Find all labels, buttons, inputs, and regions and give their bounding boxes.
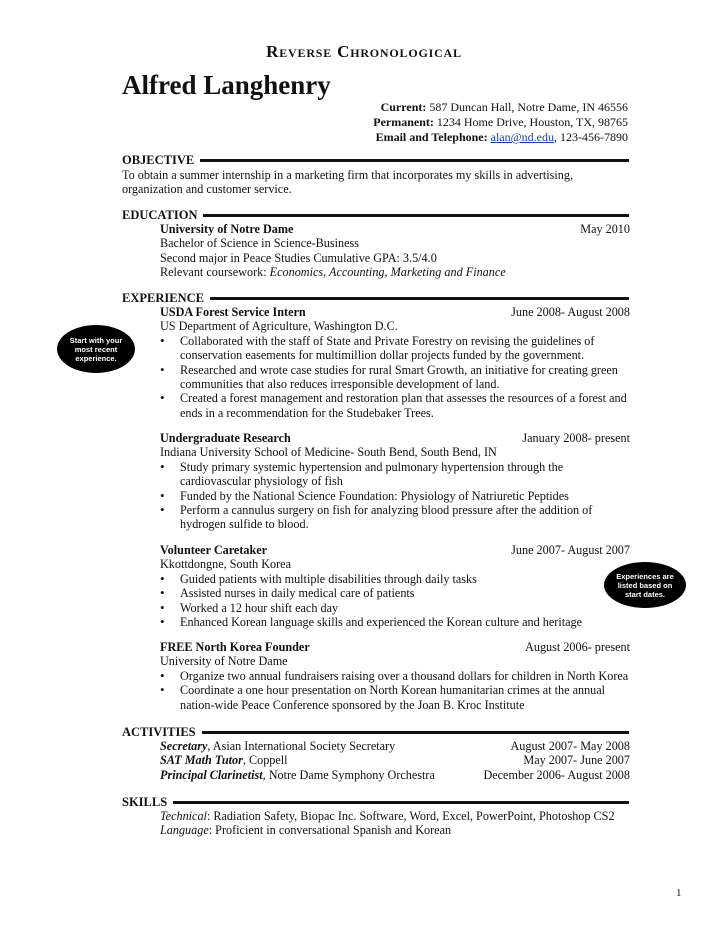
job-org: Kkottdongne, South Korea [160, 557, 291, 572]
permanent-address [340, 115, 628, 130]
job-bullets [160, 334, 630, 420]
objective-text: To obtain a summer internship in a marketing firm that incorporates my skills in advertising, organization and customer service. [122, 168, 574, 197]
activity-org: , Coppell [242, 753, 288, 768]
technical-label: Technical [160, 809, 207, 823]
job-title: Volunteer Caretaker [160, 543, 268, 557]
bullet-item: • Funded by the National Science Foundation: Physiology of Natriuretic Peptides [160, 489, 630, 503]
activity-role: Principal Clarinetist [160, 767, 263, 782]
job-row [160, 640, 630, 654]
job-row [160, 305, 630, 319]
skills-heading-text: SKILLS [122, 795, 168, 809]
job-date: January 2008- present [522, 431, 630, 445]
bullet-item: • Coordinate a one hour presentation on North Korean humanitarian crimes at the annual nation-wide Peace Conference sponsored by the Joan B. Kroc Institute [160, 683, 630, 712]
education-date: May 2010 [580, 222, 630, 236]
activity-org: , Asian International Society Secretary [207, 739, 396, 753]
coursework-list: Economics, Accounting, Marketing and Finance [266, 265, 506, 280]
experience-item [160, 305, 630, 420]
job-row [160, 431, 630, 445]
bullet-item: • Collaborated with the staff of State and Private Forestry on revising the guidelines of conservation easements for multimillion dollar projects funded by the government. [160, 334, 630, 363]
bullet-item: • Perform a cannulus surgery on fish for analyzing blood pressure after the addition of hydrogen sulfide to blood. [160, 503, 630, 532]
callout-most-recent: Start with your most recent experience. [57, 325, 135, 373]
document-title: Reverse Chronological [266, 42, 462, 61]
coursework [160, 265, 630, 279]
job-org: Indiana University School of Medicine- South Bend, South Bend, IN [160, 445, 497, 460]
callout-start-dates: Experiences are listed based on start dates. [604, 562, 686, 608]
activity-role: Secretary [160, 739, 208, 753]
experience-rule [210, 297, 629, 300]
skills-heading [122, 795, 629, 809]
job-org: US Department of Agriculture, Washington D.C. [160, 319, 398, 334]
activity-date: December 2006- August 2008 [483, 767, 630, 782]
degree: Bachelor of Science in Science-Business [160, 236, 359, 251]
activity-row [160, 768, 630, 782]
job-date: June 2008- August 2008 [511, 305, 630, 319]
activity-date: August 2007- May 2008 [510, 739, 630, 753]
candidate-name: Alfred Langhenry [122, 70, 331, 100]
technical-value: : Radiation Safety, Biopac Inc. Software, Word, Excel, PowerPoint, Photoshop CS2 [206, 809, 615, 823]
job-title: USDA Forest Service Intern [160, 305, 306, 319]
email-link[interactable]: alan@nd.edu [490, 130, 554, 144]
activity-row [160, 739, 630, 753]
bullet-item: • Created a forest management and restoration plan that assesses the resources of a forest and ends in a recommendation for the Studebaker Trees. [160, 391, 630, 420]
job-title: FREE North Korea Founder [160, 640, 310, 654]
job-org: University of Notre Dame [160, 654, 288, 669]
email-phone [340, 130, 628, 145]
job-bullets [160, 572, 630, 630]
objective-heading [122, 153, 629, 167]
objective-heading-text: OBJECTIVE [122, 153, 195, 167]
job-bullets [160, 460, 630, 532]
experience-item [160, 543, 630, 629]
current-address [340, 100, 628, 115]
skills-rule [173, 801, 629, 804]
bullet-item: • Organize two annual fundraisers raising over a thousand dollars for children in North Korea [160, 669, 630, 683]
language-label: Language [160, 823, 209, 838]
bullet-item: • Guided patients with multiple disabilities through daily tasks [160, 572, 630, 586]
activity-date: May 2007- June 2007 [523, 753, 630, 768]
objective-rule [200, 159, 629, 162]
activities-heading-text: ACTIVITIES [122, 725, 196, 739]
activity-org: , Notre Dame Symphony Orchestra [262, 767, 435, 782]
experience-heading-text: EXPERIENCE [122, 291, 204, 305]
experience-heading [122, 291, 629, 305]
activities-heading [122, 725, 629, 739]
education-rule [203, 214, 629, 217]
current-value: 587 Duncan Hall, Notre Dame, IN 46556 [429, 100, 628, 114]
education-block [160, 222, 630, 280]
job-bullets [160, 669, 630, 712]
phone-value: , 123-456-7890 [554, 130, 628, 144]
technical-skills [160, 809, 630, 823]
language-skills [160, 823, 630, 837]
education-heading-text: EDUCATION [122, 208, 198, 222]
experience-item [160, 640, 630, 712]
job-date: June 2007- August 2007 [511, 543, 630, 557]
permanent-label: Permanent: [373, 115, 434, 129]
bullet-item: • Study primary systemic hypertension and pulmonary hypertension through the cardiovascular physiology of fish [160, 460, 630, 489]
contact-block [340, 100, 628, 145]
experience-item [160, 431, 630, 532]
activities-block [160, 739, 630, 782]
email-label: Email and Telephone: [375, 130, 488, 144]
school-name: University of Notre Dame [160, 222, 294, 236]
bullet-item: • Researched and wrote case studies for rural Smart Growth, an initiative for creating green communities that also reduces irresponsible development of land. [160, 363, 630, 392]
page-number: 1 [676, 887, 682, 899]
language-value: : Proficient in conversational Spanish and Korean [208, 823, 452, 838]
job-date: August 2006- present [525, 640, 630, 654]
job-title: Undergraduate Research [160, 431, 291, 445]
activity-row [160, 753, 630, 767]
activity-role: SAT Math Tutor [160, 753, 243, 768]
education-heading [122, 208, 629, 222]
coursework-label: Relevant coursework: [160, 265, 267, 280]
bullet-item: • Worked a 12 hour shift each day [160, 601, 630, 615]
second-major: Second major in Peace Studies Cumulative GPA: 3.5/4.0 [160, 250, 437, 265]
skills-block [160, 809, 630, 838]
current-label: Current: [380, 100, 427, 114]
job-row [160, 543, 630, 557]
education-row [160, 222, 630, 236]
permanent-value: 1234 Home Drive, Houston, TX, 98765 [436, 115, 628, 129]
bullet-item: • Enhanced Korean language skills and experienced the Korean culture and heritage [160, 615, 630, 629]
activities-rule [202, 731, 629, 734]
bullet-item: • Assisted nurses in daily medical care of patients [160, 586, 630, 600]
